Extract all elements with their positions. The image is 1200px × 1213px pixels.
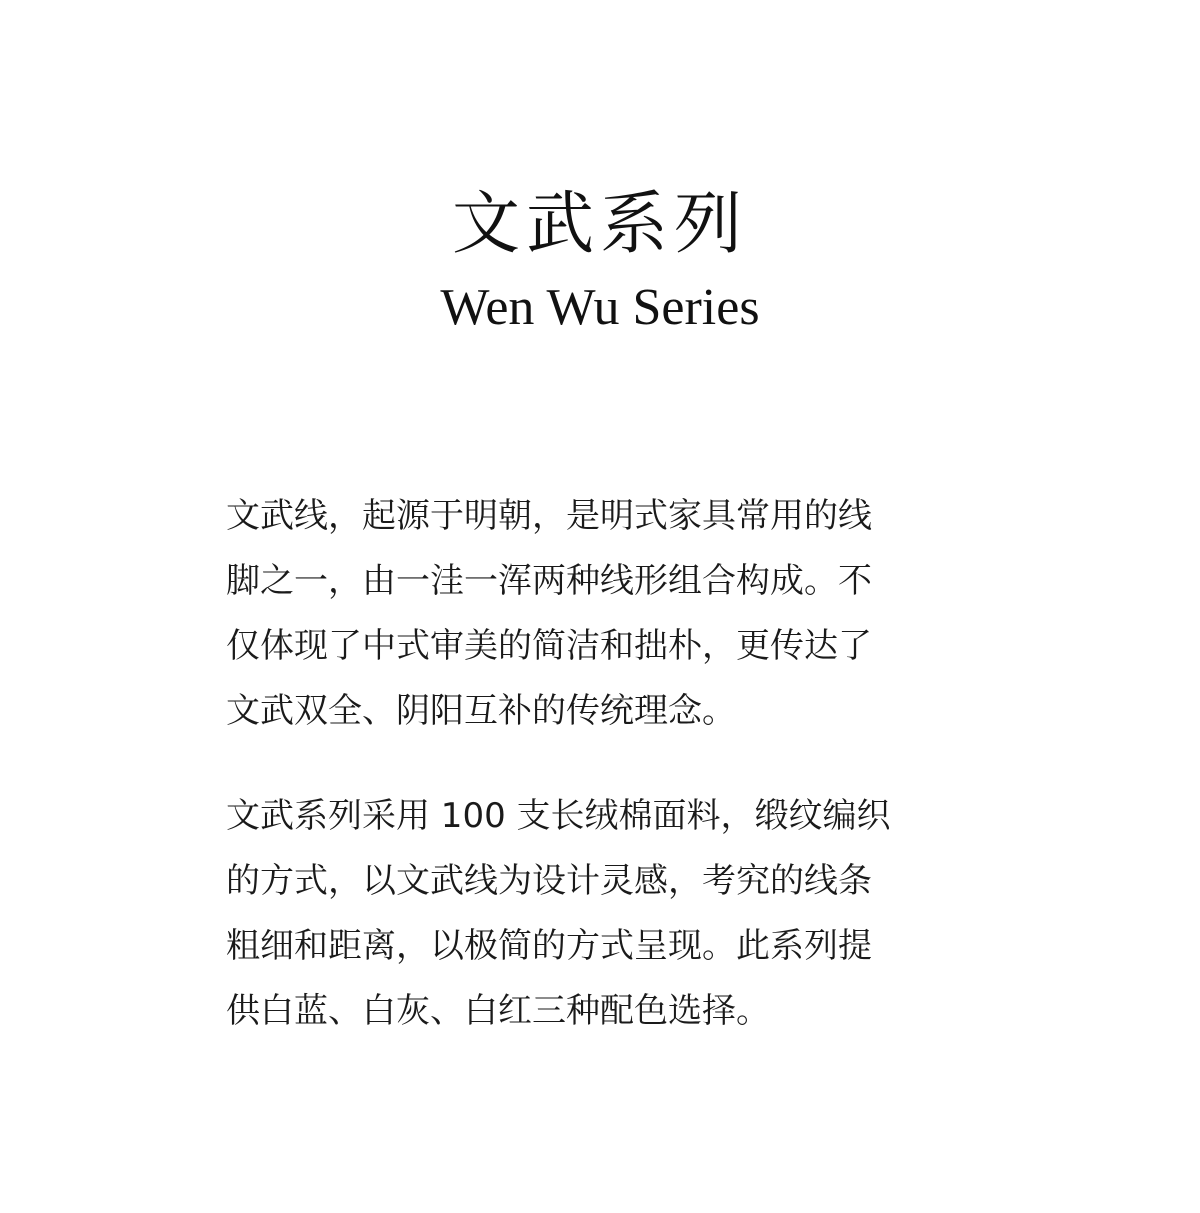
page-header xyxy=(0,180,1200,340)
description-paragraph-material xyxy=(226,784,978,1044)
paragraph-line: 脚之一，由一洼一浑两种线形组合构成。不 xyxy=(226,561,872,601)
paragraph-line: 文武系列采用 100 支长绒棉面料，缎纹编织 xyxy=(226,796,891,836)
description-body xyxy=(226,484,978,1084)
page-title-chinese: 文武系列 xyxy=(451,185,748,264)
paragraph-line: 供白蓝、白灰、白红三种配色选择。 xyxy=(226,991,770,1031)
description-paragraph-origin xyxy=(226,484,978,744)
page-title-english: Wen Wu Series xyxy=(440,279,760,336)
paragraph-line: 文武线，起源于明朝，是明式家具常用的线 xyxy=(226,496,872,536)
paragraph-line: 的方式，以文武线为设计灵感，考究的线条 xyxy=(226,861,872,901)
paragraph-line: 粗细和距离，以极简的方式呈现。此系列提 xyxy=(226,926,872,966)
paragraph-line: 文武双全、阴阳互补的传统理念。 xyxy=(226,691,736,731)
paragraph-line: 仅体现了中式审美的简洁和拙朴，更传达了 xyxy=(226,626,872,666)
